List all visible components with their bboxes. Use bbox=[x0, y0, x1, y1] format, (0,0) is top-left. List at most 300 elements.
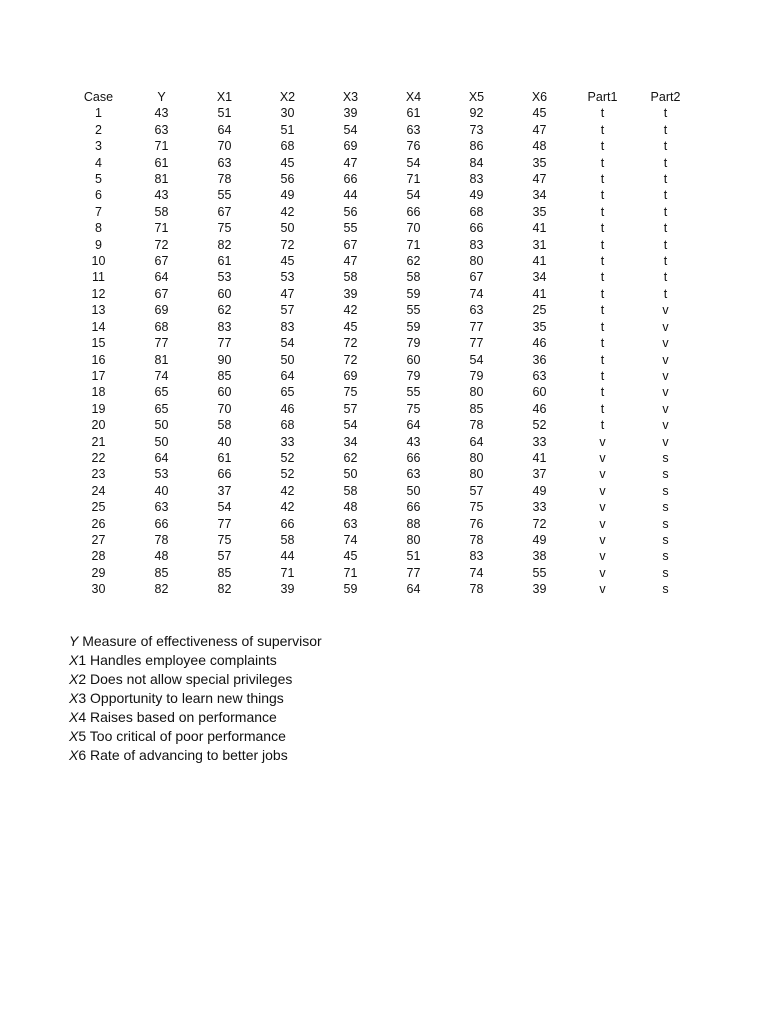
table-cell-y: 48 bbox=[154, 549, 169, 564]
table-cell-case: 30 bbox=[91, 582, 106, 597]
table-cell-x6: 55 bbox=[532, 565, 547, 580]
table-cell-x3: 42 bbox=[343, 303, 358, 318]
table-cell-x5: 63 bbox=[469, 303, 484, 318]
table-cell-case: 12 bbox=[91, 286, 106, 301]
table-cell-part2: t bbox=[663, 188, 668, 203]
table-cell-part1: t bbox=[600, 106, 605, 121]
table-cell-part2: s bbox=[662, 565, 669, 580]
legend-item bbox=[69, 727, 322, 746]
table-cell-x2: 54 bbox=[280, 336, 295, 351]
table-cell-x6: 35 bbox=[532, 155, 547, 170]
table-cell-x2: 71 bbox=[280, 565, 295, 580]
table-cell-x4: 54 bbox=[406, 188, 421, 203]
table-cell-x2: 56 bbox=[280, 172, 295, 187]
table-cell-y: 50 bbox=[154, 418, 169, 433]
table-cell-part1: v bbox=[599, 434, 606, 449]
table-cell-x3: 67 bbox=[343, 237, 358, 252]
table-cell-y: 50 bbox=[154, 434, 169, 449]
legend-variable-symbol: X bbox=[69, 709, 79, 725]
table-cell-part2: v bbox=[662, 434, 669, 449]
table-cell-part1: v bbox=[599, 483, 606, 498]
legend-variable-symbol: X bbox=[69, 652, 79, 668]
data-table bbox=[67, 89, 697, 598]
table-cell-x4: 43 bbox=[406, 434, 421, 449]
table-cell-x6: 41 bbox=[532, 254, 547, 269]
table-cell-y: 43 bbox=[154, 188, 169, 203]
table-row bbox=[67, 138, 697, 154]
table-cell-x3: 71 bbox=[343, 565, 358, 580]
legend-item bbox=[69, 689, 322, 708]
table-cell-x2: 53 bbox=[280, 270, 295, 285]
table-cell-x1: 54 bbox=[217, 500, 232, 515]
table-cell-x2: 44 bbox=[280, 549, 295, 564]
table-cell-x1: 78 bbox=[217, 172, 232, 187]
legend-description: Raises based on performance bbox=[86, 709, 277, 725]
table-cell-x1: 58 bbox=[217, 418, 232, 433]
table-cell-x3: 62 bbox=[343, 450, 358, 465]
table-cell-part2: t bbox=[663, 139, 668, 154]
table-row bbox=[67, 548, 697, 564]
table-cell-x6: 38 bbox=[532, 549, 547, 564]
table-cell-y: 69 bbox=[154, 303, 169, 318]
table-cell-x5: 80 bbox=[469, 385, 484, 400]
table-row bbox=[67, 122, 697, 138]
table-cell-x5: 57 bbox=[469, 483, 484, 498]
table-cell-x5: 78 bbox=[469, 418, 484, 433]
column-header-x4: X4 bbox=[405, 90, 422, 104]
table-cell-x6: 41 bbox=[532, 286, 547, 301]
legend-variable-index: 2 bbox=[78, 671, 87, 687]
table-cell-x4: 61 bbox=[406, 106, 421, 121]
table-cell-x5: 49 bbox=[469, 188, 484, 203]
column-header-x3: X3 bbox=[342, 90, 359, 104]
table-cell-case: 26 bbox=[91, 516, 106, 531]
table-cell-x4: 63 bbox=[406, 122, 421, 137]
table-cell-x4: 66 bbox=[406, 204, 421, 219]
table-row bbox=[67, 368, 697, 384]
table-cell-x3: 45 bbox=[343, 319, 358, 334]
table-cell-y: 65 bbox=[154, 385, 169, 400]
table-cell-x1: 75 bbox=[217, 221, 232, 236]
table-cell-part1: v bbox=[599, 549, 606, 564]
table-cell-y: 67 bbox=[154, 254, 169, 269]
table-cell-x3: 69 bbox=[343, 368, 358, 383]
table-cell-part2: s bbox=[662, 532, 669, 547]
table-cell-x3: 55 bbox=[343, 221, 358, 236]
table-row bbox=[67, 319, 697, 335]
table-row bbox=[67, 516, 697, 532]
table-body bbox=[67, 105, 697, 597]
table-cell-part1: v bbox=[599, 516, 606, 531]
table-cell-x4: 75 bbox=[406, 401, 421, 416]
table-cell-part1: t bbox=[600, 368, 605, 383]
table-cell-y: 68 bbox=[154, 319, 169, 334]
table-cell-x3: 72 bbox=[343, 336, 358, 351]
table-cell-part1: t bbox=[600, 254, 605, 269]
table-cell-part1: t bbox=[600, 155, 605, 170]
table-cell-x5: 80 bbox=[469, 254, 484, 269]
table-cell-x5: 77 bbox=[469, 336, 484, 351]
table-cell-x2: 46 bbox=[280, 401, 295, 416]
legend-description: Too critical of poor performance bbox=[86, 728, 286, 744]
table-cell-case: 6 bbox=[95, 188, 102, 203]
table-cell-x4: 59 bbox=[406, 286, 421, 301]
table-cell-x3: 63 bbox=[343, 516, 358, 531]
table-cell-x5: 84 bbox=[469, 155, 484, 170]
table-cell-part1: t bbox=[600, 122, 605, 137]
table-row bbox=[67, 204, 697, 220]
legend-item bbox=[69, 670, 322, 689]
table-cell-x1: 77 bbox=[217, 336, 232, 351]
table-cell-case: 9 bbox=[95, 237, 102, 252]
table-cell-x5: 78 bbox=[469, 582, 484, 597]
legend-variable-index: 6 bbox=[78, 747, 87, 763]
table-cell-x3: 58 bbox=[343, 483, 358, 498]
table-cell-case: 13 bbox=[91, 303, 106, 318]
table-cell-x1: 77 bbox=[217, 516, 232, 531]
table-cell-part1: t bbox=[600, 221, 605, 236]
table-cell-x4: 66 bbox=[406, 450, 421, 465]
table-cell-part1: t bbox=[600, 418, 605, 433]
table-cell-part2: v bbox=[662, 319, 669, 334]
legend-variable-symbol: X bbox=[69, 728, 79, 744]
table-row bbox=[67, 434, 697, 450]
table-cell-case: 19 bbox=[91, 401, 106, 416]
table-cell-x5: 74 bbox=[469, 565, 484, 580]
table-row bbox=[67, 237, 697, 253]
column-header-y: Y bbox=[157, 90, 166, 104]
column-header-x6: X6 bbox=[531, 90, 548, 104]
table-cell-x5: 83 bbox=[469, 172, 484, 187]
table-cell-y: 64 bbox=[154, 270, 169, 285]
table-cell-x4: 62 bbox=[406, 254, 421, 269]
table-cell-case: 3 bbox=[95, 139, 102, 154]
table-cell-x3: 58 bbox=[343, 270, 358, 285]
table-cell-y: 61 bbox=[154, 155, 169, 170]
table-cell-x2: 68 bbox=[280, 139, 295, 154]
table-cell-case: 4 bbox=[95, 155, 102, 170]
table-row bbox=[67, 187, 697, 203]
table-cell-part1: v bbox=[599, 500, 606, 515]
table-cell-case: 28 bbox=[91, 549, 106, 564]
table-cell-part2: t bbox=[663, 155, 668, 170]
table-cell-x2: 64 bbox=[280, 368, 295, 383]
legend-item bbox=[69, 632, 322, 651]
table-cell-x3: 74 bbox=[343, 532, 358, 547]
legend-variable-index: 1 bbox=[78, 652, 87, 668]
table-row bbox=[67, 269, 697, 285]
table-cell-part2: s bbox=[662, 582, 669, 597]
table-row bbox=[67, 532, 697, 548]
table-cell-y: 82 bbox=[154, 582, 169, 597]
table-cell-x5: 85 bbox=[469, 401, 484, 416]
table-cell-x2: 30 bbox=[280, 106, 295, 121]
table-cell-x6: 63 bbox=[532, 368, 547, 383]
table-cell-x6: 35 bbox=[532, 204, 547, 219]
table-cell-part2: v bbox=[662, 368, 669, 383]
table-cell-x4: 79 bbox=[406, 368, 421, 383]
legend-description: Rate of advancing to better jobs bbox=[86, 747, 288, 763]
table-cell-y: 71 bbox=[154, 221, 169, 236]
table-cell-x3: 50 bbox=[343, 467, 358, 482]
table-cell-x1: 82 bbox=[217, 582, 232, 597]
table-cell-x3: 54 bbox=[343, 418, 358, 433]
table-cell-y: 64 bbox=[154, 450, 169, 465]
table-cell-part1: t bbox=[600, 336, 605, 351]
table-cell-y: 65 bbox=[154, 401, 169, 416]
table-cell-part1: t bbox=[600, 303, 605, 318]
table-cell-x6: 72 bbox=[532, 516, 547, 531]
table-cell-x5: 76 bbox=[469, 516, 484, 531]
table-cell-part1: t bbox=[600, 385, 605, 400]
table-cell-x1: 75 bbox=[217, 532, 232, 547]
table-cell-x4: 51 bbox=[406, 549, 421, 564]
table-cell-case: 27 bbox=[91, 532, 106, 547]
table-cell-x4: 55 bbox=[406, 385, 421, 400]
table-cell-x2: 50 bbox=[280, 352, 295, 367]
table-cell-y: 53 bbox=[154, 467, 169, 482]
table-cell-x5: 79 bbox=[469, 368, 484, 383]
table-cell-part2: t bbox=[663, 204, 668, 219]
table-cell-x1: 60 bbox=[217, 286, 232, 301]
table-cell-x1: 60 bbox=[217, 385, 232, 400]
table-cell-x1: 57 bbox=[217, 549, 232, 564]
table-cell-part1: t bbox=[600, 319, 605, 334]
table-cell-x4: 54 bbox=[406, 155, 421, 170]
column-header-part1: Part1 bbox=[587, 90, 618, 104]
table-cell-x5: 80 bbox=[469, 467, 484, 482]
table-row bbox=[67, 384, 697, 400]
table-row bbox=[67, 483, 697, 499]
legend-description: Measure of effectiveness of supervisor bbox=[78, 633, 322, 649]
legend-variable-index: 4 bbox=[78, 709, 87, 725]
table-cell-case: 8 bbox=[95, 221, 102, 236]
legend-item bbox=[69, 708, 322, 727]
table-cell-x2: 58 bbox=[280, 532, 295, 547]
table-cell-case: 23 bbox=[91, 467, 106, 482]
table-cell-case: 25 bbox=[91, 500, 106, 515]
table-cell-y: 77 bbox=[154, 336, 169, 351]
table-cell-x1: 70 bbox=[217, 139, 232, 154]
table-cell-y: 58 bbox=[154, 204, 169, 219]
table-cell-case: 14 bbox=[91, 319, 106, 334]
table-cell-x6: 47 bbox=[532, 172, 547, 187]
table-cell-x1: 83 bbox=[217, 319, 232, 334]
table-cell-x1: 90 bbox=[217, 352, 232, 367]
table-cell-x2: 50 bbox=[280, 221, 295, 236]
table-cell-part1: v bbox=[599, 450, 606, 465]
table-cell-x6: 49 bbox=[532, 532, 547, 547]
table-cell-part1: t bbox=[600, 237, 605, 252]
table-cell-y: 63 bbox=[154, 122, 169, 137]
column-header-part2: Part2 bbox=[650, 90, 681, 104]
table-cell-x1: 64 bbox=[217, 122, 232, 137]
table-cell-case: 11 bbox=[92, 270, 105, 285]
legend-variable-symbol: X bbox=[69, 747, 79, 763]
table-row bbox=[67, 417, 697, 433]
column-header-case: Case bbox=[83, 90, 114, 104]
table-cell-part1: t bbox=[600, 286, 605, 301]
legend-variable-symbol: Y bbox=[69, 633, 79, 649]
table-cell-part1: v bbox=[599, 467, 606, 482]
table-cell-x3: 75 bbox=[343, 385, 358, 400]
table-cell-part1: t bbox=[600, 139, 605, 154]
table-cell-x6: 33 bbox=[532, 500, 547, 515]
table-cell-x2: 45 bbox=[280, 155, 295, 170]
table-cell-part2: v bbox=[662, 418, 669, 433]
table-header-row bbox=[67, 89, 697, 105]
table-cell-case: 5 bbox=[95, 172, 102, 187]
table-cell-x2: 51 bbox=[280, 122, 295, 137]
table-cell-x2: 72 bbox=[280, 237, 295, 252]
table-cell-case: 18 bbox=[91, 385, 106, 400]
table-cell-x4: 76 bbox=[406, 139, 421, 154]
table-row bbox=[67, 302, 697, 318]
table-row bbox=[67, 565, 697, 581]
table-cell-y: 66 bbox=[154, 516, 169, 531]
table-cell-x4: 71 bbox=[406, 237, 421, 252]
table-cell-case: 24 bbox=[91, 483, 106, 498]
table-cell-x1: 67 bbox=[217, 204, 232, 219]
table-cell-part1: v bbox=[599, 582, 606, 597]
table-cell-y: 74 bbox=[154, 368, 169, 383]
table-row bbox=[67, 286, 697, 302]
table-cell-x3: 56 bbox=[343, 204, 358, 219]
legend-variable-index: 3 bbox=[78, 690, 87, 706]
table-cell-case: 16 bbox=[91, 352, 106, 367]
table-cell-y: 81 bbox=[154, 352, 169, 367]
table-cell-x2: 42 bbox=[280, 500, 295, 515]
table-cell-part2: t bbox=[663, 270, 668, 285]
table-cell-y: 40 bbox=[154, 483, 169, 498]
table-row bbox=[67, 253, 697, 269]
table-cell-x5: 83 bbox=[469, 549, 484, 564]
table-cell-part2: s bbox=[662, 450, 669, 465]
table-cell-case: 2 bbox=[95, 122, 102, 137]
table-cell-x1: 51 bbox=[217, 106, 232, 121]
legend-description: Does not allow special privileges bbox=[86, 671, 293, 687]
table-cell-x3: 39 bbox=[343, 286, 358, 301]
table-cell-case: 1 bbox=[95, 106, 102, 121]
table-cell-x4: 88 bbox=[406, 516, 421, 531]
table-cell-part2: v bbox=[662, 352, 669, 367]
legend-item bbox=[69, 746, 322, 765]
table-cell-x6: 41 bbox=[532, 450, 547, 465]
table-cell-x2: 52 bbox=[280, 467, 295, 482]
table-cell-x6: 35 bbox=[532, 319, 547, 334]
table-cell-x2: 47 bbox=[280, 286, 295, 301]
table-cell-case: 7 bbox=[95, 204, 102, 219]
table-cell-x6: 31 bbox=[532, 237, 547, 252]
table-cell-x5: 75 bbox=[469, 500, 484, 515]
table-cell-x4: 71 bbox=[406, 172, 421, 187]
table-cell-y: 72 bbox=[154, 237, 169, 252]
table-cell-case: 21 bbox=[91, 434, 106, 449]
table-cell-part1: t bbox=[600, 188, 605, 203]
table-cell-x1: 53 bbox=[217, 270, 232, 285]
table-cell-x2: 49 bbox=[280, 188, 295, 203]
table-cell-x1: 85 bbox=[217, 565, 232, 580]
table-cell-x5: 80 bbox=[469, 450, 484, 465]
table-cell-x1: 62 bbox=[217, 303, 232, 318]
table-row bbox=[67, 450, 697, 466]
legend-variable-index: 5 bbox=[78, 728, 87, 744]
table-cell-x6: 49 bbox=[532, 483, 547, 498]
table-row bbox=[67, 220, 697, 236]
table-cell-x3: 54 bbox=[343, 122, 358, 137]
table-cell-case: 22 bbox=[91, 450, 106, 465]
table-cell-x6: 34 bbox=[532, 270, 547, 285]
column-header-x1: X1 bbox=[216, 90, 233, 104]
table-cell-part1: t bbox=[600, 270, 605, 285]
table-cell-part1: v bbox=[599, 565, 606, 580]
legend-variable-symbol: X bbox=[69, 671, 79, 687]
table-row bbox=[67, 466, 697, 482]
table-cell-x2: 42 bbox=[280, 483, 295, 498]
table-cell-x5: 74 bbox=[469, 286, 484, 301]
table-cell-part2: t bbox=[663, 122, 668, 137]
table-cell-x2: 42 bbox=[280, 204, 295, 219]
table-cell-x1: 37 bbox=[217, 483, 232, 498]
table-cell-case: 29 bbox=[91, 565, 106, 580]
table-cell-x4: 60 bbox=[406, 352, 421, 367]
table-cell-x5: 73 bbox=[469, 122, 484, 137]
table-cell-part2: s bbox=[662, 500, 669, 515]
table-cell-x6: 37 bbox=[532, 467, 547, 482]
table-cell-x4: 64 bbox=[406, 582, 421, 597]
table-cell-x4: 79 bbox=[406, 336, 421, 351]
table-cell-part1: t bbox=[600, 204, 605, 219]
table-cell-x6: 52 bbox=[532, 418, 547, 433]
table-cell-x4: 64 bbox=[406, 418, 421, 433]
table-cell-x1: 61 bbox=[217, 450, 232, 465]
table-cell-x5: 68 bbox=[469, 204, 484, 219]
table-cell-case: 20 bbox=[91, 418, 106, 433]
table-cell-x5: 77 bbox=[469, 319, 484, 334]
table-cell-part2: v bbox=[662, 401, 669, 416]
variable-legend bbox=[69, 632, 322, 765]
table-cell-x4: 63 bbox=[406, 467, 421, 482]
table-cell-y: 43 bbox=[154, 106, 169, 121]
table-cell-x2: 65 bbox=[280, 385, 295, 400]
table-cell-x3: 39 bbox=[343, 106, 358, 121]
table-cell-case: 15 bbox=[91, 336, 106, 351]
table-cell-x4: 59 bbox=[406, 319, 421, 334]
table-cell-x3: 48 bbox=[343, 500, 358, 515]
table-cell-x5: 83 bbox=[469, 237, 484, 252]
table-cell-x6: 39 bbox=[532, 582, 547, 597]
table-cell-x1: 82 bbox=[217, 237, 232, 252]
table-cell-x1: 85 bbox=[217, 368, 232, 383]
table-cell-x5: 64 bbox=[469, 434, 484, 449]
table-cell-x1: 66 bbox=[217, 467, 232, 482]
table-cell-x5: 86 bbox=[469, 139, 484, 154]
table-cell-x5: 66 bbox=[469, 221, 484, 236]
table-cell-x6: 48 bbox=[532, 139, 547, 154]
table-row bbox=[67, 155, 697, 171]
table-cell-x6: 25 bbox=[532, 303, 547, 318]
table-cell-x5: 54 bbox=[469, 352, 484, 367]
table-cell-part2: s bbox=[662, 516, 669, 531]
table-cell-x1: 55 bbox=[217, 188, 232, 203]
table-cell-y: 81 bbox=[154, 172, 169, 187]
table-cell-case: 10 bbox=[91, 254, 106, 269]
column-header-x5: X5 bbox=[468, 90, 485, 104]
column-header-x2: X2 bbox=[279, 90, 296, 104]
legend-variable-symbol: X bbox=[69, 690, 79, 706]
table-cell-part2: t bbox=[663, 237, 668, 252]
table-row bbox=[67, 335, 697, 351]
